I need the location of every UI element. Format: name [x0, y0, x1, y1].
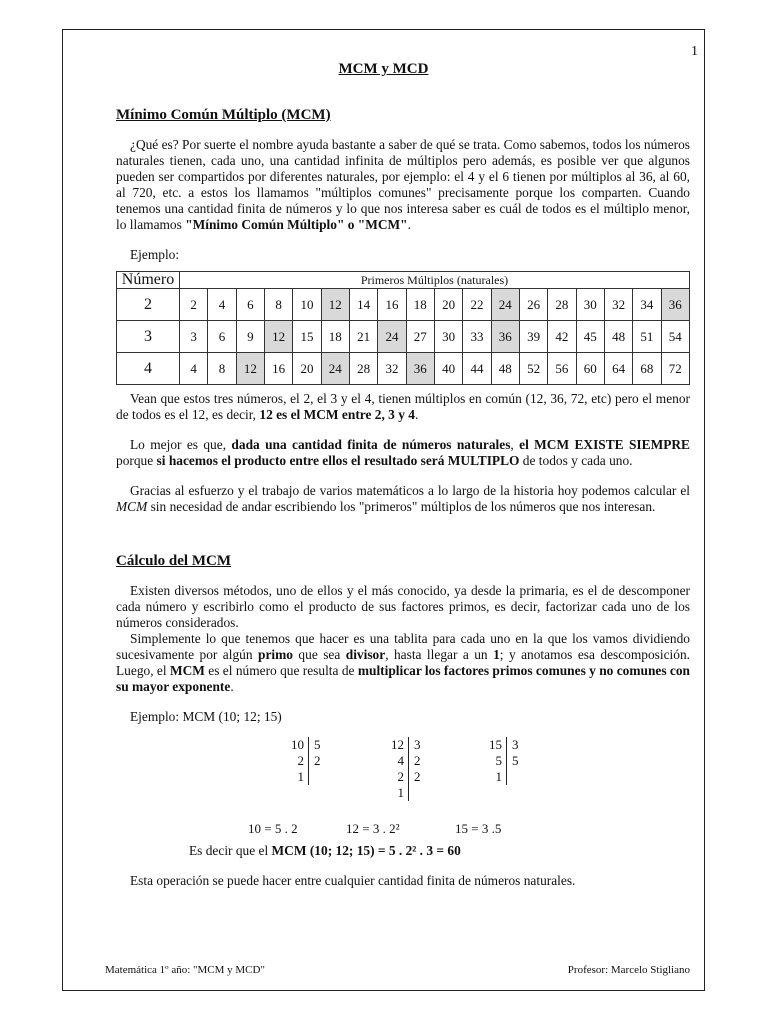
factorization-row — [384, 737, 424, 753]
multiple-cell: 8 — [264, 289, 292, 321]
dividend: 2 — [284, 753, 309, 769]
common-multiple-cell: 12 — [236, 353, 264, 385]
factorization-results — [116, 821, 690, 841]
multiple-cell: 60 — [576, 353, 604, 385]
column-header-number: Número — [117, 272, 180, 289]
factorization-row — [284, 753, 324, 769]
document-title: MCM y MCD — [338, 61, 429, 77]
multiple-cell: 68 — [633, 353, 661, 385]
prime-divisor — [309, 769, 324, 785]
example-label: Ejemplo: — [130, 247, 180, 262]
table-header-row — [117, 272, 690, 289]
multiple-cell: 45 — [576, 321, 604, 353]
multiple-cell: 28 — [349, 353, 377, 385]
common-multiple-cell: 36 — [491, 321, 519, 353]
multiple-cell: 48 — [491, 353, 519, 385]
dividend: 1 — [284, 769, 309, 785]
dividend: 5 — [482, 753, 507, 769]
multiple-cell: 2 — [180, 289, 208, 321]
multiples-table — [116, 271, 690, 385]
factorization-row — [284, 769, 324, 785]
multiple-cell: 52 — [519, 353, 547, 385]
multiple-cell: 20 — [434, 289, 462, 321]
section-heading-calculo: Cálculo del MCM — [116, 553, 231, 569]
multiple-cell: 4 — [208, 289, 236, 321]
multiple-cell: 16 — [264, 353, 292, 385]
final-result: Es decir que el MCM (10; 12; 15) = 5 . 2² . 3 = 60 — [189, 843, 461, 858]
table-row — [117, 321, 690, 353]
factorization-row — [482, 737, 522, 753]
multiple-cell: 48 — [604, 321, 632, 353]
existence-paragraph: Lo mejor es que, dada una cantidad finita de números naturales, el MCM EXISTE SIEMPRE porque si hacemos el producto entre ellos el resultado será MULTIPLO de todos y cada uno. — [116, 437, 690, 468]
multiple-cell: 4 — [180, 353, 208, 385]
methods-paragraph: Existen diversos métodos, uno de ellos y el más conocido, ya desde la primaria, es el de descomponer cada número y escribirlo como el producto de sus factores primos, es decir, factorizar cada uno de los números considerados. — [116, 583, 690, 630]
row-number-cell: 3 — [117, 321, 180, 353]
multiple-cell: 16 — [378, 289, 406, 321]
content — [116, 107, 690, 889]
multiple-cell: 42 — [548, 321, 576, 353]
multiple-cell: 8 — [208, 353, 236, 385]
closing-paragraph: Esta operación se puede hacer entre cualquier cantidad finita de números naturales. — [130, 873, 576, 888]
factorization-tables — [116, 737, 690, 807]
multiple-cell: 26 — [519, 289, 547, 321]
prime-divisor: 5 — [314, 737, 321, 752]
multiple-cell: 56 — [548, 353, 576, 385]
common-multiple-cell: 36 — [661, 289, 689, 321]
common-multiple-cell: 24 — [491, 289, 519, 321]
multiple-cell: 9 — [236, 321, 264, 353]
multiple-cell: 21 — [349, 321, 377, 353]
multiple-cell: 30 — [434, 321, 462, 353]
multiple-cell: 40 — [434, 353, 462, 385]
common-multiple-cell: 12 — [321, 289, 349, 321]
row-number-cell: 4 — [117, 353, 180, 385]
multiple-cell: 18 — [406, 289, 434, 321]
prime-divisor: 3 — [512, 737, 519, 752]
dividend: 4 — [384, 753, 409, 769]
factorization-row — [384, 785, 424, 801]
footer-course: Matemática 1º año: "MCM y MCD" — [105, 964, 265, 976]
column-header-multiples: Primeros Múltiplos (naturales) — [180, 272, 690, 289]
multiple-cell: 3 — [180, 321, 208, 353]
multiple-cell: 54 — [661, 321, 689, 353]
table-row — [117, 353, 690, 385]
common-multiple-cell: 24 — [321, 353, 349, 385]
dividend: 2 — [384, 769, 409, 785]
prime-divisor: 2 — [414, 753, 421, 768]
multiple-cell: 39 — [519, 321, 547, 353]
prime-divisor: 2 — [314, 753, 321, 768]
common-multiple-cell: 12 — [264, 321, 292, 353]
result-10: 10 = 5 . 2 — [248, 821, 298, 836]
factorization-row — [384, 753, 424, 769]
page-frame — [62, 29, 705, 991]
result-15: 15 = 3 .5 — [455, 821, 502, 836]
multiple-cell: 27 — [406, 321, 434, 353]
factorization-row — [384, 769, 424, 785]
multiple-cell: 22 — [463, 289, 491, 321]
multiple-cell: 20 — [293, 353, 321, 385]
multiple-cell: 33 — [463, 321, 491, 353]
history-paragraph: Gracias al esfuerzo y el trabajo de varios matemáticos a lo largo de la historia hoy podemos calcular el MCM sin necesidad de andar escribiendo los "primeros" múltiplos de los números que nos interesan. — [116, 483, 690, 514]
intro-paragraph: ¿Qué es? Por suerte el nombre ayuda bastante a saber de qué se trata. Como sabemos, todos los números naturales tienen, cada uno, una cantidad infinita de múltiplos pero además, es posible ver que algunos pueden ser compartidos por diferentes naturales, por ejemplo: el 4 y el 6 tienen por múltiplos al 36, al 60, al 720, etc. a estos los llamamos "múltiplos comunes" precisamente porque los comparten. Cuando tenemos una cantidad finita de números y lo que nos interesa saber es cuál de todos es el múltiplo menor, lo llamamos "Mínimo Común Múltiplo" o "MCM". — [116, 137, 691, 232]
example-mcm-label: Ejemplo: MCM (10; 12; 15) — [130, 709, 282, 724]
page-number: 1 — [691, 44, 698, 59]
factorization-table — [482, 737, 522, 785]
factorization-row — [482, 769, 522, 785]
prime-divisor — [409, 785, 424, 801]
prime-divisor: 2 — [414, 769, 421, 784]
multiple-cell: 28 — [548, 289, 576, 321]
multiple-cell: 34 — [633, 289, 661, 321]
footer-teacher: Profesor: Marcelo Stigliano — [567, 964, 690, 976]
multiple-cell: 10 — [293, 289, 321, 321]
dividend: 1 — [384, 785, 409, 801]
dividend: 10 — [284, 737, 309, 753]
multiple-cell: 64 — [604, 353, 632, 385]
row-number-cell: 2 — [117, 289, 180, 321]
factorization-row — [284, 737, 324, 753]
multiple-cell: 30 — [576, 289, 604, 321]
multiple-cell: 32 — [378, 353, 406, 385]
prime-divisor: 5 — [512, 753, 519, 768]
procedure-paragraph: Simplemente lo que tenemos que hacer es una tablita para cada uno en la que los vamos dividiendo sucesivamente por algún primo que sea divisor, hasta llegar a un 1; y anotamos esa descomposición. Luego, el MCM es el número que resulta de multiplicar los factores primos comunes y no comunes con su mayor exponente. — [116, 631, 691, 694]
multiple-cell: 15 — [293, 321, 321, 353]
multiple-cell: 32 — [604, 289, 632, 321]
multiple-cell: 14 — [349, 289, 377, 321]
multiple-cell: 44 — [463, 353, 491, 385]
multiple-cell: 18 — [321, 321, 349, 353]
prime-divisor — [507, 769, 522, 785]
dividend: 15 — [482, 737, 507, 753]
multiple-cell: 51 — [633, 321, 661, 353]
multiple-cell: 72 — [661, 353, 689, 385]
multiple-cell: 6 — [236, 289, 264, 321]
factorization-table — [384, 737, 424, 801]
multiple-cell: 6 — [208, 321, 236, 353]
dividend: 1 — [482, 769, 507, 785]
prime-divisor: 3 — [414, 737, 421, 752]
section-heading-mcm: Mínimo Común Múltiplo (MCM) — [116, 107, 331, 123]
common-multiple-cell: 24 — [378, 321, 406, 353]
factorization-table — [284, 737, 324, 785]
common-multiple-cell: 36 — [406, 353, 434, 385]
factorization-row — [482, 753, 522, 769]
result-12: 12 = 3 . 2² — [346, 821, 400, 836]
conclusion-paragraph: Vean que estos tres números, el 2, el 3 y el 4, tienen múltiplos en común (12, 36, 72, etc) pero el menor de todos es el 12, es decir, 12 es el MCM entre 2, 3 y 4. — [116, 391, 690, 422]
table-row — [117, 289, 690, 321]
dividend: 12 — [384, 737, 409, 753]
